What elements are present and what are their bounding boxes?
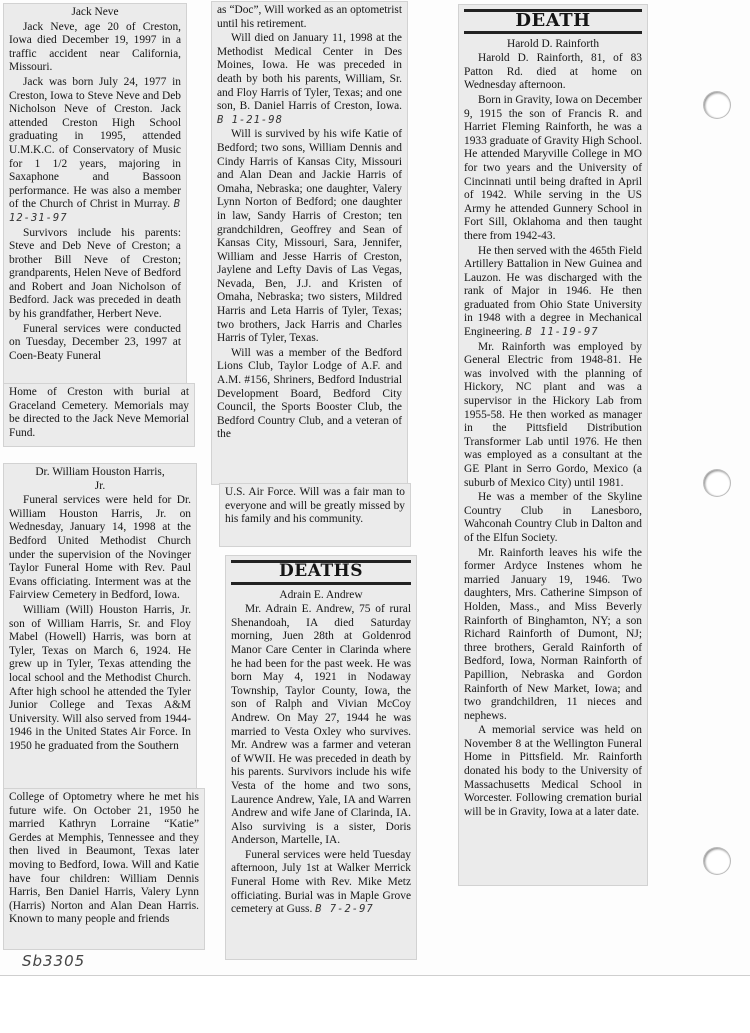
handwritten-date-note: B 7-2-97	[315, 903, 374, 916]
obituary-paragraph: He was a member of the Skyline Country Club in Lanesboro, Wahconah Country Club in Dalton and of the Elfun Society.	[464, 491, 642, 544]
death-banner: DEATH	[464, 9, 642, 34]
obituary-clipping-harris-continued	[220, 484, 410, 546]
page-label: Sb3305	[22, 952, 86, 970]
obituary-title: Harold D. Rainforth	[506, 37, 600, 50]
obituary-clipping-neve	[4, 4, 186, 384]
obituary-paragraph: William (Will) Houston Harris, Jr. son of William Harris, Sr. and Floy Mabel (Howell) Harris, was born at Tyler, Texas on March 6, 1924. He grew up in Tyler, Texas attending the local school and the Methodist Church. After high school he attended the Tyler Junior College and Texas A&M University. Will also served from 1944-1946 in the United States Air Force. In 1950 he graduated from the Southern	[9, 603, 191, 752]
punch-hole	[704, 92, 730, 118]
obituary-paragraph: Survivors include his parents: Steve and Deb Neve of Creston; a brother Bill Neve of Creston; grandparents, Helen Neve of Bedford and Robert and Joan Nicholson of Bedford. Jack was preceded in death by his grandfather, Herbert Neve.	[9, 226, 181, 321]
obituary-paragraph: Will was a member of the Bedford Lions Club, Taylor Lodge of A.F. and A.M. #156, Shriners, Bedford Industrial Development Board, Bedford City Council, the Sports Booster Club, the Bedford Country Club, and a veteran of the	[217, 346, 402, 441]
obituary-paragraph: as “Doc”, Will worked as an optometrist until his retirement.	[217, 4, 402, 30]
obituary-clipping-neve-continued	[4, 384, 194, 446]
obituary-paragraph: College of Optometry where he met his future wife. On October 21, 1950 he married Kathryn Lorraine “Katie” Gerdes at Memphis, Tennessee and they then lived in Beaumont, Texas later moving to Bedford, Iowa. Will and Katie have four children: William Dennis Harris, Ben Daniel Harris, Valery Lynn (Harris) Norton and Alan Dean Harris. Known to many people and friends	[9, 791, 199, 926]
obituary-clipping-rainforth	[459, 5, 647, 885]
obituary-paragraph: Home of Creston with burial at Graceland Cemetery. Memorials may be directed to the Jack Neve Memorial Fund.	[9, 386, 189, 439]
obituary-paragraph: Jack Neve, age 20 of Creston, Iowa died December 19, 1997 in a traffic accident near California, Missouri.	[9, 20, 181, 74]
obituary-paragraph: U.S. Air Force. Will was a fair man to everyone and will be greatly missed by his family and his community.	[225, 486, 405, 526]
obituary-paragraph: Funeral services were held Tuesday afternoon, July 1st at Walker Merrick Funeral Home with Rev. Mike Metz officiating. Burial was in Maple Grove cemetery at Guss. B 7-2-97	[231, 848, 411, 916]
obituary-paragraph: Harold D. Rainforth, 81, of 83 Patton Rd. died at home on Wednesday afternoon.	[464, 52, 642, 92]
obituary-paragraph: Mr. Rainforth leaves his wife the former Ardyce Instenes whom he married January 19, 1946. Two daughters, Mrs. Catherine Simpson of Holden, Mass., and Miss Beverly Rainforth of Binghamton, NY; a son Richard Rainforth of Dumont, NJ; three brothers, Gerald Rainforth of Bedford, Iowa, Norman Rainforth of Papillion, Nebraska and Gordon Rainforth of New Market, Iowa; and two grandchildren, 11 nieces and nephews.	[464, 546, 642, 722]
handwritten-date-note: B 12-31-97	[9, 198, 181, 224]
obituary-clipping-harris	[4, 464, 196, 789]
obituary-paragraph: Will is survived by his wife Katie of Bedford; two sons, William Dennis and Cindy Harris of Kansas City, Missouri and Alan Dean and Jackie Harris of Omaha, Nebraska; one daughter, Valery Lynn Norton of Bedford; one daughter in law, Sandy Harris of Creston; ten grandchildren, Geoffrey and Sean of Kansas City, Missouri, Sara, Jennifer, William and Jesse Harris of Creston, Jaylene and Lefty Davis of Las Vegas, Nevada, Ben, J.J. and Kristen of Omaha, Nebraska; two sisters, Mildred Harris and Leta Harris of Tyler, Texas; two brothers, Jack Harris and Charles Harris of Tyler, Texas.	[217, 128, 402, 345]
obituary-paragraph: A memorial service was held on November 8 at the Wellington Funeral Home in Pittsfield. Mr. Rainforth donated his body to the University of Massachusetts Medical School in Worcester. Following cremation burial will be in Gravity, Iowa at a later date.	[464, 724, 642, 818]
obituary-paragraph: Funeral services were held for Dr. William Houston Harris, Jr. on Wednesday, January 14, 1998 at the Bedford United Methodist Church under the supervision of the Novinger Taylor Funeral Home with Rev. Paul Evans officiating. Interment was at the Fairview Cemetery in Bedford, Iowa.	[9, 494, 191, 602]
obituary-paragraph: Mr. Adrain E. Andrew, 75 of rural Shenandoah, IA died Saturday morning, Juen 28th at Goldenrod Manor Care Center in Clarinda where he had been for the past week. He was born May 4, 1921 in Nodaway Township, Taylor County, Iowa, the son of Ralph and Vivian McCoy Andrew. On May 27, 1944 he was married to Vesta Oxley who survives. Mr. Andrew was a farmer and veteran of WWII. He was preceded in death by his parents. Survivors include his wife Vesta of the home and two sons, Laurence Andrew, Yale, IA and Warren Andrew and wife Jane of Clarinda, IA. Also surviving is a sister, Doris Anderson, Martelle, IA.	[231, 603, 411, 847]
punch-hole	[704, 848, 730, 874]
obituary-paragraph: Mr. Rainforth was employed by General Electric from 1948-81. He was involved with the planning of Hickory, NC plant and was a supervisor in the Hickory Lab from 1955-58. He then worked as manager in the Pittsfield Distribution Transformer Lab until 1976. He then was employed as a consultant at the GE Plant in Serro Gordo, Mexico (a suburb of Mexico City) until 1981.	[464, 340, 642, 489]
obituary-title: Dr. William Houston Harris, Jr.	[35, 466, 165, 492]
obituary-clipping-harris-continued	[4, 789, 204, 949]
obituary-clipping-andrew	[226, 556, 416, 959]
obituary-title: Adrain E. Andrew	[279, 588, 363, 601]
obituary-clipping-harris-continued	[212, 2, 407, 484]
obituary-paragraph: Will died on January 11, 1998 at the Methodist Medical Center in Des Moines, Iowa. He was preceded in death by both his parents, William, Sr. and Floy Harris of Tyler, Texas; and one son, B. Daniel Harris of Creston, Iowa. B 1-21-98	[217, 32, 402, 126]
obituary-paragraph: Funeral services were conducted on Tuesday, December 23, 1997 at Coen-Beaty Funeral	[9, 322, 181, 362]
punch-hole	[704, 470, 730, 496]
obituary-title: Jack Neve	[71, 6, 119, 18]
obituary-paragraph: Jack was born July 24, 1977 in Creston, Iowa to Steve Neve and Deb Nicholson Neve of Creston. Jack attended Creston High School graduating in 1995, attended U.M.K.C. of Conservatory of Music for 1 1/2 years, majoring in Saxaphone and Bassoon performance. He was also a member of the Church of Christ in Murray. B 12-31-97	[9, 75, 181, 224]
obituary-paragraph: Born in Gravity, Iowa on December 9, 1915 the son of Francis R. and Harriet Fleming Rainforth, he was a 1933 graduate of Gravity High School. He attended Maryville College in MO for two years and the University of Cincinnati until being drafted in April of 1942. While serving in the US Army he attended Gunnery School in Fort Sill, Oklahoma and then taught there from 1942-43.	[464, 93, 642, 242]
handwritten-date-note: B 11-19-97	[525, 326, 599, 339]
deaths-banner: DEATHS	[231, 560, 411, 585]
obituary-paragraph: He then served with the 465th Field Artillery Battalion in New Guinea and Lauzon. He was discharged with the rank of Major in 1946. He then graduated from Ohio State University in 1948 with a degree in Mechanical Engineering. B 11-19-97	[464, 244, 642, 339]
handwritten-date-note: B 1-21-98	[217, 113, 283, 126]
